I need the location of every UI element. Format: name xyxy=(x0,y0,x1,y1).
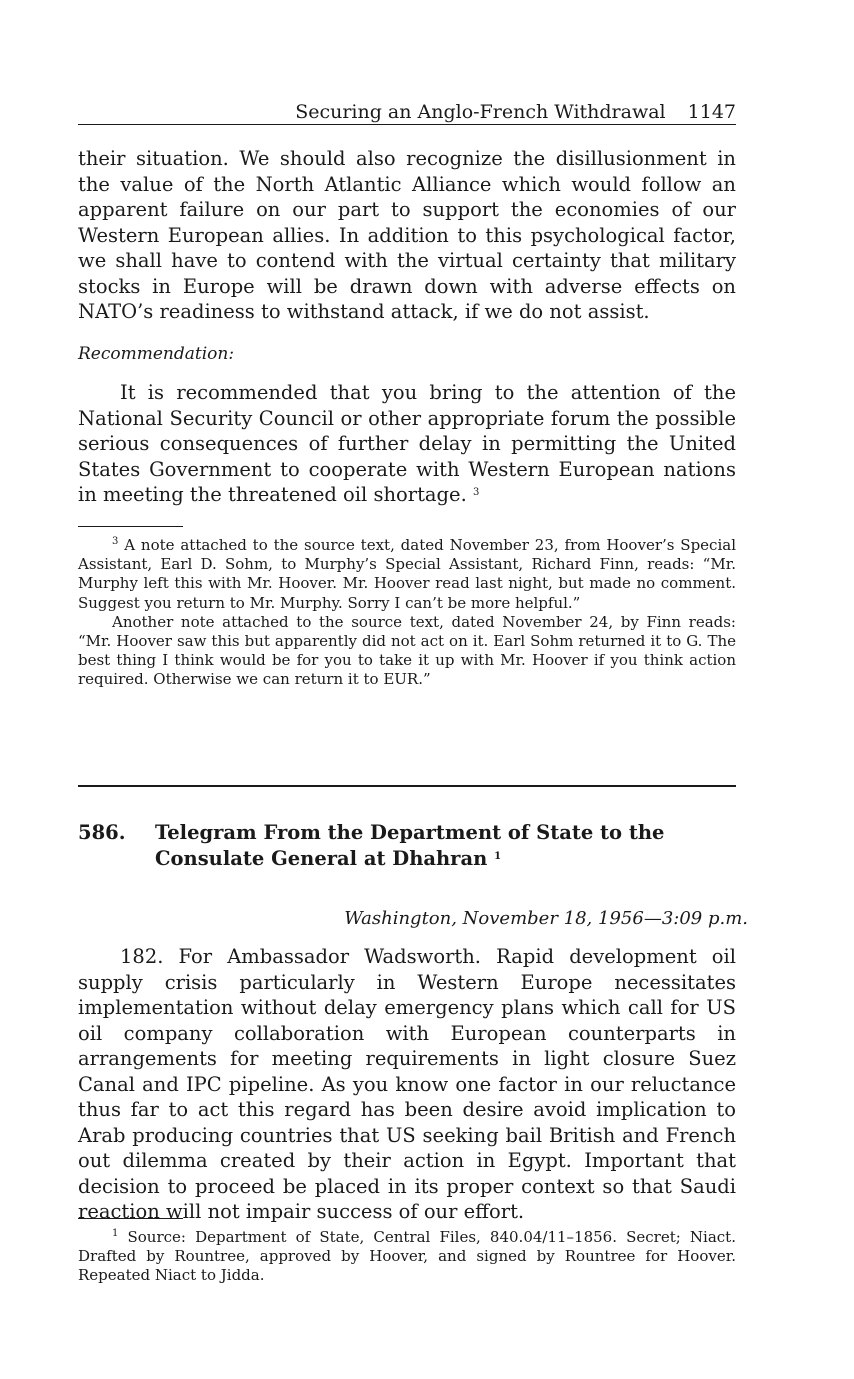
footnote-1-text: Source: Department of State, Central Files, 840.04/11–1856. Secret; Niact. Drafted by Rountree, approved by Hoover, and signed by Rountree for Hoover. Repeated Niact to Jidda. xyxy=(78,1228,736,1285)
recommendation-block xyxy=(78,380,736,508)
recommendation-text: It is recommended that you bring to the attention of the National Security Council or other appropriate forum the possible serious consequences of further delay in permitting the United States Government to cooperate with Western European nations in meeting the threatened oil shortage. xyxy=(78,381,736,506)
footnote-3-marker: 3 xyxy=(112,536,119,547)
continuation-block xyxy=(78,146,736,325)
footnote-1-marker: 1 xyxy=(112,1228,119,1239)
document-title-text: Telegram From the Department of State to the Consulate General at Dhahran xyxy=(155,821,665,870)
running-head-title: Securing an Anglo-French Withdrawal xyxy=(295,101,666,123)
running-head xyxy=(78,100,736,125)
telegram-body-block xyxy=(78,944,736,1225)
footnote-3-paragraph-2: Another note attached to the source text, dated November 24, by Finn reads: “Mr. Hoover saw this but apparently did not act on it. Earl Sohm returned it to G. The best thing I think would be for you to take it up with Mr. Hoover if you think action required. Otherwise we can return it to EUR.” xyxy=(78,612,736,689)
footnote-3-paragraph-1 xyxy=(78,536,736,613)
footnote-ref-1: 1 xyxy=(494,851,502,862)
telegram-body: 182. For Ambassador Wadsworth. Rapid development oil supply crisis particularly in Western Europe necessitates implementation without delay emergency plans which call for US oil company collaboration with European counterparts in arrangements for meeting requirements in light closure Suez Canal and IPC pipeline. As you know one factor in our reluctance thus far to act this regard has been desire avoid implication to Arab producing countries that US seeking bail British and French out dilemma created by their action in Egypt. Important that decision to proceed be placed in its proper context so that Saudi reaction will not impair success of our effort. xyxy=(78,945,736,1223)
footnote-ref-3: 3 xyxy=(472,487,480,498)
document-title xyxy=(155,820,736,872)
page-number: 1147 xyxy=(687,101,736,123)
recommendation-heading: Recommendation: xyxy=(78,344,235,364)
footnote-3-text-1: A note attached to the source text, dated November 23, from Hoover’s Special Assistant, Earl D. Sohm, to Murphy’s Special Assistant, Richard Finn, reads: “Mr. Murphy left this with Mr. Hoover. Mr. Hoover read last night, but made no comment. Suggest you return to Mr. Murphy. Sorry I can’t be more helpful.” xyxy=(78,536,736,612)
footnote-1 xyxy=(78,1228,736,1286)
footnote-divider xyxy=(78,526,183,527)
document-number: 586. xyxy=(78,821,126,844)
footnote-divider-2 xyxy=(78,1218,183,1219)
recommendation-paragraph xyxy=(78,380,736,508)
dateline: Washington, November 18, 1956—3:09 p.m. xyxy=(344,908,748,929)
continuation-paragraph: their situation. We should also recognize the disillusionment in the value of the North Atlantic Alliance which would follow an apparent failure on our part to support the economies of our Western European allies. In addition to this psychological factor, we shall have to contend with the virtual certainty that military stocks in Europe will be drawn down with adverse effects on NATO’s readiness to withstand attack, if we do not assist. xyxy=(78,147,736,323)
footnote-1-paragraph xyxy=(78,1228,736,1286)
footnote-3 xyxy=(78,536,736,690)
section-divider xyxy=(78,785,736,787)
